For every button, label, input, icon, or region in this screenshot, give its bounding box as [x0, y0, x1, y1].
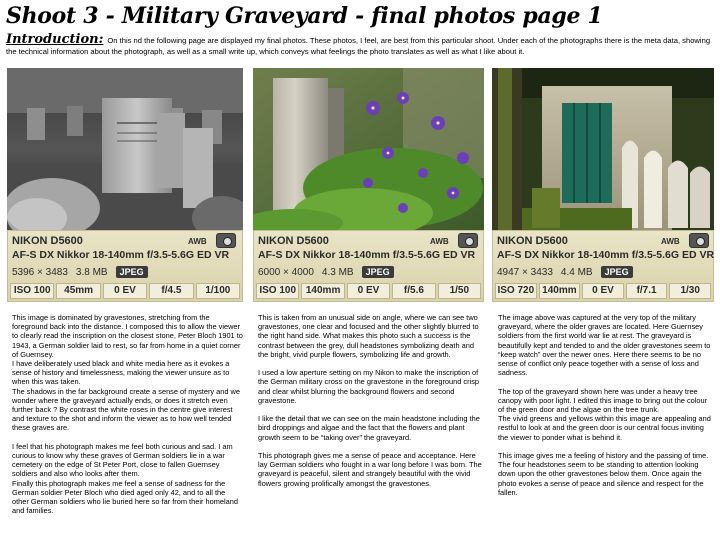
image-dimensions — [258, 266, 394, 278]
lens-name: AF-S DX Nikkor 18-140mm f/3.5-5.6G ED VR — [258, 249, 476, 261]
camera-icon — [689, 233, 709, 248]
photo-headstone-flowers — [253, 68, 484, 230]
lens-name: AF-S DX Nikkor 18-140mm f/3.5-5.6G ED VR — [12, 249, 230, 261]
format-badge: JPEG — [601, 266, 633, 278]
description-paragraph: I have deliberately used black and white media here as it evokes a sense of history and timelessness, making the viewer unsure as to when this was taken. — [12, 359, 230, 387]
awb-label: AWB — [661, 237, 680, 246]
awb-label: AWB — [188, 237, 207, 246]
description-paragraph: This is taken from an unusual side on angle, where we can see two gravestones, one clear and focused and the other slightly blurred to the right hand side. What makes this photo such a success is the contrast between the grey, dull headstones symbolizing death and the bright, vivid purple flowers, symbolizing life and growth. — [258, 313, 479, 359]
photo-metadata-1 — [7, 230, 243, 302]
camera-model: NIKON D5600 — [258, 235, 329, 247]
description-paragraph: I like the detail that we can see on the main headstone including the bird droppings and algae and the fact that the flowers and plant growth seem to be “taking over” the graveyard. — [258, 414, 480, 442]
exposure-compensation: 0 EV — [347, 283, 390, 299]
exposure-settings — [495, 283, 711, 299]
introduction — [6, 34, 714, 57]
focal-length: 45mm — [56, 283, 100, 299]
focal-length: 140mm — [539, 283, 581, 299]
camera-model: NIKON D5600 — [497, 235, 568, 247]
image-dimensions — [497, 266, 633, 278]
image-dimensions — [12, 266, 148, 278]
page-title: Shoot 3 - Military Graveyard - final photos page 1 — [6, 3, 603, 29]
camera-icon — [458, 233, 478, 248]
description-paragraph: The shadows in the far background create a sense of mystery and we wonder where the graveyard actually ends, or does it stretch even further back ? By contrast the white roses in the centre give interest and texture to the shot and inform the viewer as to how well tended these graves are. — [12, 386, 241, 433]
format-badge: JPEG — [116, 266, 148, 278]
description-paragraph: The image above was captured at the very top of the military graveyard, where the older graves are located. Here Guernsey soldiers from the first world war lie at rest. The graveyard is beautifully kept and tended to and the older gravestones seem to “keep watch” over the newer ones. Here there seems to be no sense of conflict only peace together with a sense of loss and sadness. — [498, 313, 711, 378]
aperture-value: f/4.5 — [149, 283, 193, 299]
format-badge: JPEG — [362, 266, 394, 278]
description-paragraph: This image is dominated by gravestones, stretching from the foreground back into the distance. I composed this to allow the viewer to clearly read the inscription on the closest stone, Peter Bloch 1901 to 1943, a German soldier laid to rest, so far from home in a quiet corner of Guernsey. — [12, 313, 243, 359]
focal-length: 140mm — [301, 283, 344, 299]
awb-label: AWB — [430, 237, 449, 246]
shutter-speed: 1/50 — [438, 283, 481, 299]
shutter-speed: 1/100 — [196, 283, 240, 299]
lens-name: AF-S DX Nikkor 18-140mm f/3.5-5.6G ED VR — [497, 249, 715, 261]
file-size: 4.4 MB — [560, 267, 593, 278]
exposure-settings — [10, 283, 240, 299]
aperture-value: f/5.6 — [392, 283, 435, 299]
introduction-label: Introduction: — [6, 32, 104, 47]
photo-description-3 — [498, 313, 714, 506]
description-paragraph: This photograph gives me a sense of peace and acceptance. Here lay German soldiers who fought in a war long before I was born. The graveyard is peaceful, silent and strangely beautiful with the vivid flowers growing prolifically amongst the gravestones. — [258, 451, 482, 488]
photo-description-2 — [258, 313, 486, 497]
description-paragraph: I used a low aperture setting on my Nikon to make the inscription of the German military cross on the gravestone in the foreground crisp and clear whilst blurring the background flowers and second gravestone. — [258, 368, 480, 405]
shutter-speed: 1/30 — [669, 283, 711, 299]
exposure-settings — [256, 283, 481, 299]
photo-green-door — [492, 68, 714, 230]
exposure-compensation: 0 EV — [582, 283, 624, 299]
exposure-compensation: 0 EV — [103, 283, 147, 299]
aperture-value: f/7.1 — [626, 283, 668, 299]
file-size: 4.3 MB — [321, 267, 354, 278]
iso-value: ISO 100 — [10, 283, 54, 299]
iso-value: ISO 100 — [256, 283, 299, 299]
pixel-dimensions: 5396 × 3483 — [12, 267, 68, 278]
photo-description-1 — [12, 313, 244, 525]
description-paragraph: This image gives me a feeling of history and the passing of time. The four headstones seem to be standing to attention looking down upon the other gravestones below them. Once again the photo evokes a sense of peace and silence and respect for the fallen. — [498, 451, 709, 497]
photo-graveyard-bw — [7, 68, 243, 230]
description-paragraph: I feel that his photograph makes me feel both curious and sad. I am curious to know why these graves of German soldiers lie in a war cemetery on the edge of St Peter Port, close to fallen Guernsey soldiers and also who looks after them. — [12, 441, 233, 479]
camera-model: NIKON D5600 — [12, 235, 83, 247]
photo-metadata-3 — [492, 230, 714, 302]
pixel-dimensions: 6000 × 4000 — [258, 267, 314, 278]
file-size: 3.8 MB — [75, 267, 108, 278]
camera-icon — [216, 233, 236, 248]
photo-metadata-2 — [253, 230, 484, 302]
description-paragraph: The top of the graveyard shown here was under a heavy tree canopy with poor light. I edited this image to bring out the colour of the green door and the algae on the tree trunk. — [498, 386, 708, 415]
introduction-text: On this nd the following page are displayed my final photos. These photos, I feel, are best from this particular shoot. Under each of the photographs there is the meta data, showing the technical information about the photograph, as well as a small write up, which conveys what feelings the photo translates as well as what I like about it. — [6, 36, 711, 56]
description-paragraph: The vivid greens and yellows within this image are appealing and restful to look at and the green door is our central focus inviting the viewer to ponder what is behind it. — [498, 414, 711, 442]
iso-value: ISO 720 — [495, 283, 537, 299]
description-paragraph: Finally this photograph makes me feel a sense of sadness for the German soldier Peter Bloch who died aged only 42, and to all the other German soldiers who lie buried here so far from their homeland and families. — [12, 478, 238, 516]
pixel-dimensions: 4947 × 3433 — [497, 267, 553, 278]
